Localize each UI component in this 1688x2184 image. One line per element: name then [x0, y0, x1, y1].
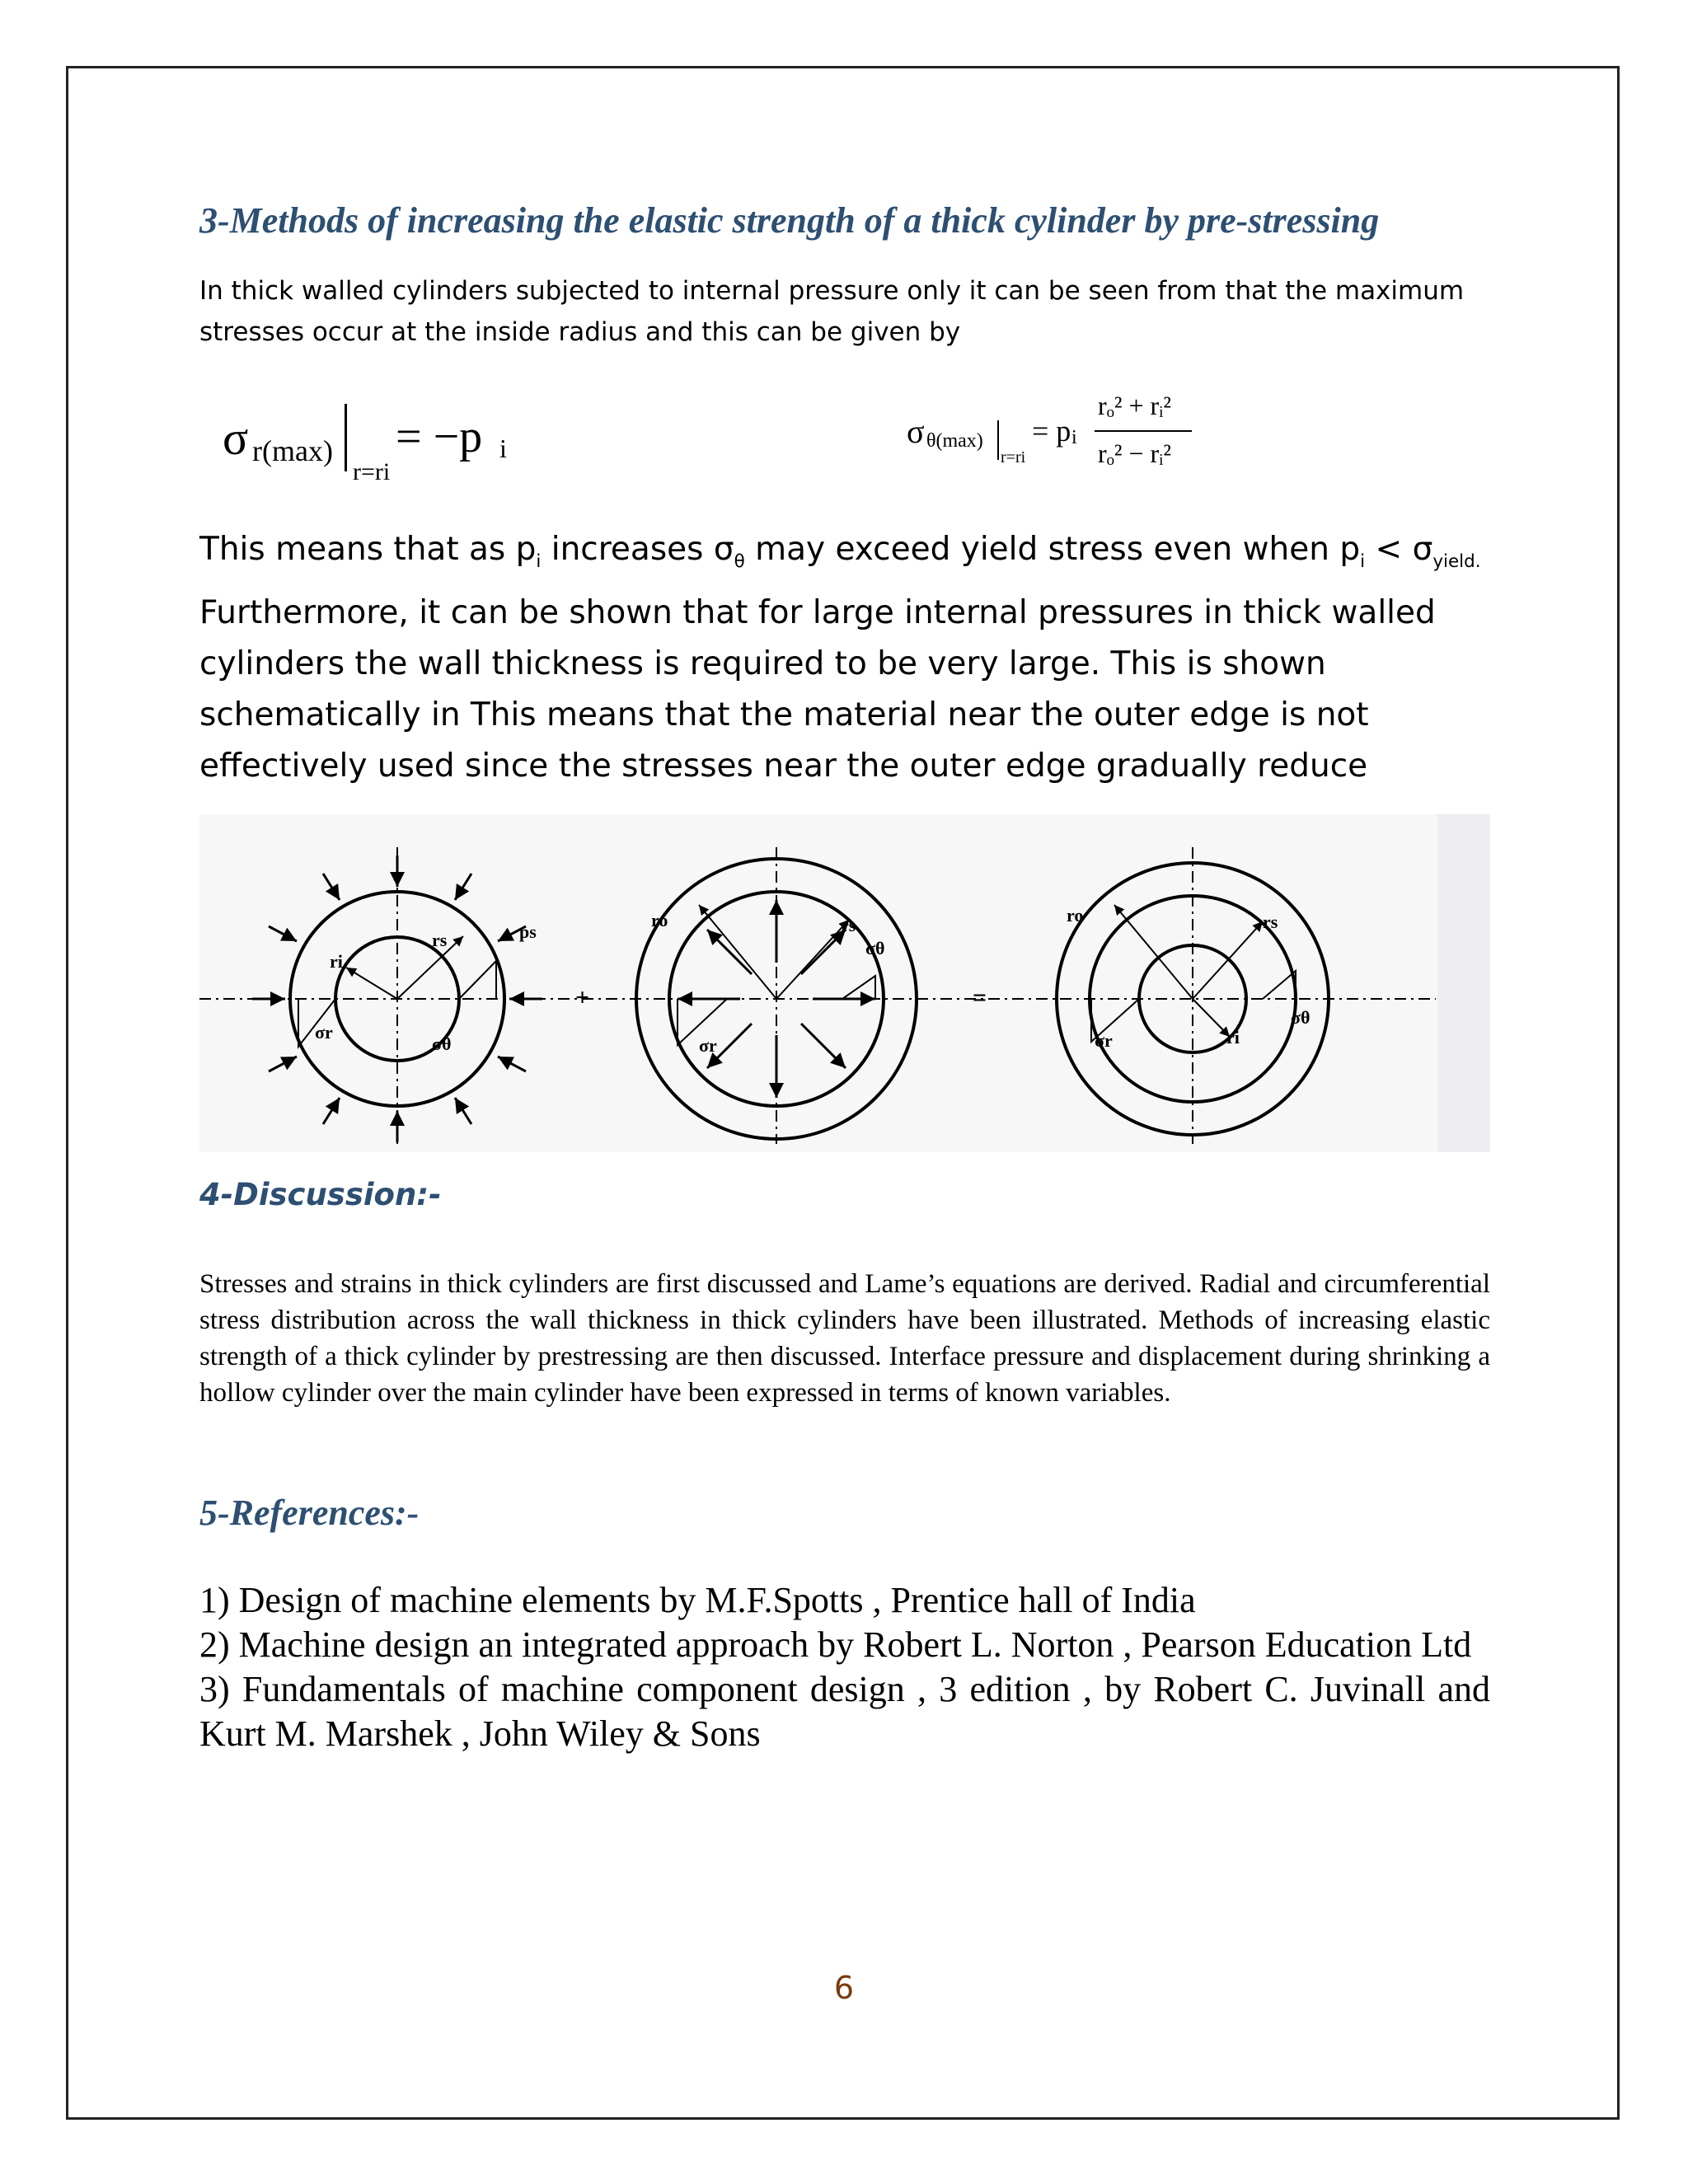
prestress-figure	[199, 814, 1490, 1152]
reference-item: 2) Machine design an integrated approach by Robert L. Norton , Pearson Education Ltd	[199, 1624, 1472, 1665]
svg-text:rs: rs	[841, 915, 856, 935]
equation-radial-max: σ r(max) r=ri = −p i	[223, 404, 536, 494]
section-4-heading: 4-Discussion:-	[199, 1177, 442, 1212]
svg-text:σr: σr	[1095, 1030, 1113, 1051]
section-3-heading: 3-Methods of increasing the elastic strength of a thick cylinder by pre-stressing	[199, 200, 1380, 241]
svg-text:σr: σr	[315, 1022, 333, 1043]
svg-text:ps: ps	[519, 921, 537, 942]
svg-text:σθ: σθ	[1291, 1007, 1311, 1028]
section-5-heading: 5-References:-	[199, 1493, 420, 1533]
svg-text:ro: ro	[651, 910, 668, 930]
equation-hoop-max: σ θ(max) r=ri = p i rₒ² + rᵢ² rₒ² − rᵢ²	[907, 371, 1220, 494]
svg-text:σθ: σθ	[865, 938, 885, 958]
svg-text:rs: rs	[1263, 912, 1278, 932]
svg-text:ro: ro	[1067, 905, 1084, 926]
section-3-paragraph: This means that as $p_i$ increases $\sigma_\theta$ may exceed yield stress even when $p_i < \sigma_{yield.}$ Furthermore, it can be shown that for large internal pressures in thick walled cylinders the wall thickness is required to be very large. This is shown schematically in This means that the material near the outer edge is not effectively used since the stresses near the outer edge gradually reduce	[199, 531, 1481, 785]
references-list	[199, 1578, 1490, 1756]
page-number: 6	[833, 1970, 855, 2006]
svg-text:=: =	[973, 984, 987, 1011]
svg-text:ri: ri	[330, 951, 343, 972]
section-4-body: Stresses and strains in thick cylinders are first discussed and Lame’s equations are derived. Radial and circumferential stress distribution across the wall thickness in thick cylinders have been illustrated. Methods of increasing elastic strength of a thick cylinder by prestressing are then discussed. Interface pressure and displacement during shrinking a hollow cylinder over the main cylinder have been expressed in terms of known variables.	[199, 1269, 1490, 1408]
svg-text:rs: rs	[432, 930, 448, 950]
svg-text:+: +	[575, 984, 590, 1011]
svg-text:σθ: σθ	[432, 1033, 452, 1054]
section-3-intro: In thick walled cylinders subjected to internal pressure only it can be seen from that the maximum stresses occur at the inside radius and this can be given by	[199, 276, 1465, 347]
reference-item: 1) Design of machine elements by M.F.Spotts , Prentice hall of India	[199, 1580, 1196, 1620]
svg-text:ri: ri	[1226, 1027, 1240, 1047]
reference-item: 3) Fundamentals of machine component design , 3 edition , by Robert C. Juvinall and Kurt M. Marshek , John Wiley & Sons	[199, 1669, 1490, 1754]
svg-text:σr: σr	[699, 1035, 717, 1056]
